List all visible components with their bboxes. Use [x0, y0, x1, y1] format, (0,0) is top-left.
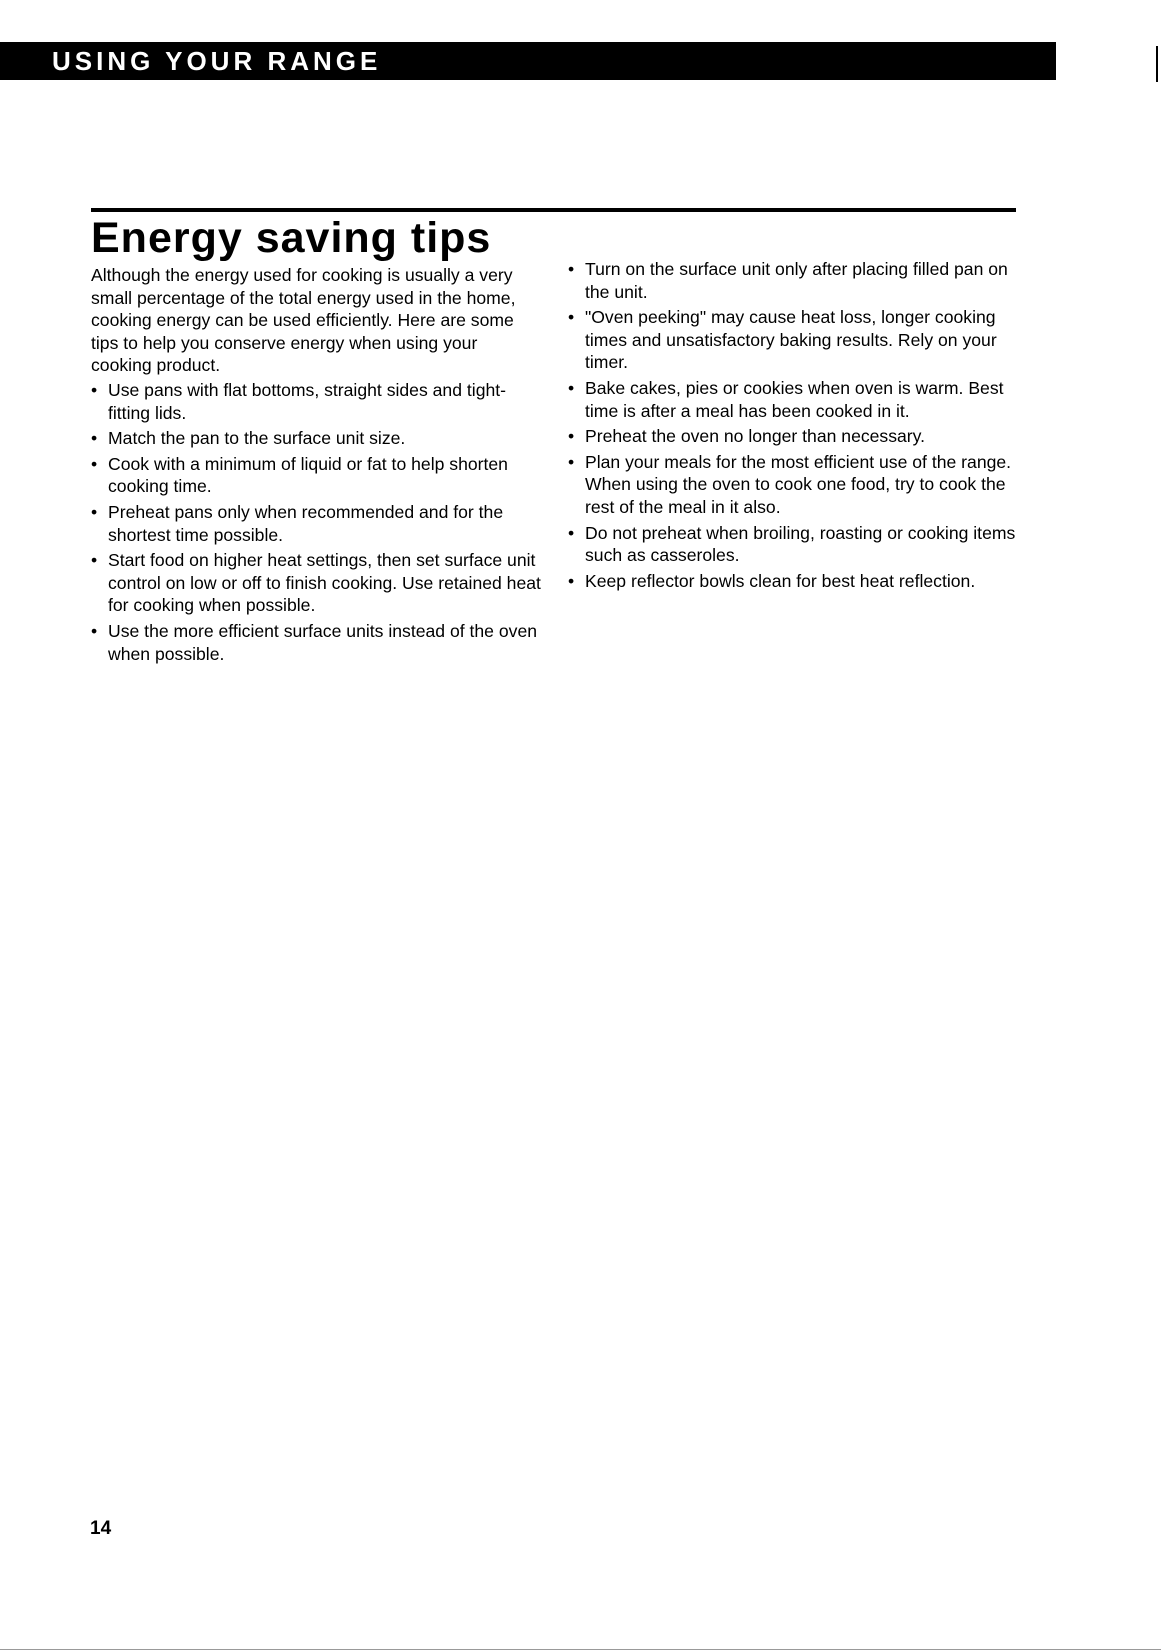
right-tips-list	[568, 258, 1020, 592]
bullet-icon: •	[568, 451, 575, 472]
tip-item	[91, 427, 541, 450]
bullet-icon: •	[568, 259, 575, 279]
tip-text: Use the more efficient surface units instead of the oven when possible.	[108, 620, 538, 664]
page-edge-mark	[1156, 46, 1158, 82]
tip-item	[91, 501, 541, 546]
tip-item	[568, 425, 1020, 448]
bullet-icon: •	[91, 501, 98, 522]
bullet-icon: •	[91, 379, 98, 400]
tip-item	[568, 377, 1020, 422]
tip-text: Plan your meals for the most efficient use of the range. When using the oven to cook one food, try to cook the rest of the meal in it also.	[585, 451, 1012, 517]
tip-item	[91, 620, 541, 665]
page-title: Energy saving tips	[91, 214, 492, 262]
section-banner	[0, 42, 1056, 80]
bullet-icon: •	[91, 620, 98, 641]
tip-text: Preheat the oven no longer than necessary.	[585, 426, 926, 447]
tip-item	[91, 379, 541, 424]
tip-text: Preheat pans only when recommended and for the shortest time possible.	[108, 501, 504, 545]
intro-paragraph: Although the energy used for cooking is usually a very small percentage of the total energy used in the home, cooking energy can be used efficiently. Here are some tips to help you conserve energy when using your cooking product.	[91, 265, 516, 376]
tip-text: Match the pan to the surface unit size.	[108, 428, 406, 449]
tip-item	[568, 522, 1020, 567]
tip-text: "Oven peeking" may cause heat loss, longer cooking times and unsatisfactory baking results. Rely on your timer.	[585, 307, 997, 373]
tip-item	[568, 306, 1020, 374]
tip-text: Keep reflector bowls clean for best heat reflection.	[585, 570, 976, 591]
tip-text: Bake cakes, pies or cookies when oven is warm. Best time is after a meal has been cooked in it.	[585, 377, 1004, 421]
left-tips-list	[91, 379, 541, 665]
bullet-icon: •	[91, 550, 98, 571]
tip-item	[91, 549, 541, 617]
bullet-icon: •	[568, 307, 575, 328]
tip-text: Start food on higher heat settings, then set surface unit control on low or off to finish cooking. Use retained heat for cooking when possible.	[108, 550, 541, 616]
tip-text: Turn on the surface unit only after placing filled pan on the unit.	[585, 259, 1008, 302]
bullet-icon: •	[568, 522, 575, 543]
tip-text: Use pans with flat bottoms, straight sides and tight-fitting lids.	[108, 379, 507, 423]
bullet-icon: •	[91, 428, 98, 449]
bullet-icon: •	[568, 570, 575, 591]
tip-text: Do not preheat when broiling, roasting or cooking items such as casseroles.	[585, 522, 1016, 566]
bullet-icon: •	[568, 426, 575, 447]
page-number: 14	[90, 1518, 112, 1539]
tip-item	[568, 451, 1020, 519]
tip-text: Cook with a minimum of liquid or fat to help shorten cooking time.	[108, 453, 508, 497]
tip-item	[568, 258, 1020, 303]
bottom-edge-line	[0, 1649, 1161, 1650]
right-column	[568, 258, 1020, 595]
left-column	[91, 264, 541, 668]
bullet-icon: •	[568, 377, 575, 398]
bullet-icon: •	[91, 453, 98, 474]
tip-item	[568, 570, 1020, 593]
section-banner-label: USING YOUR RANGE	[52, 46, 382, 76]
tip-item	[91, 453, 541, 498]
